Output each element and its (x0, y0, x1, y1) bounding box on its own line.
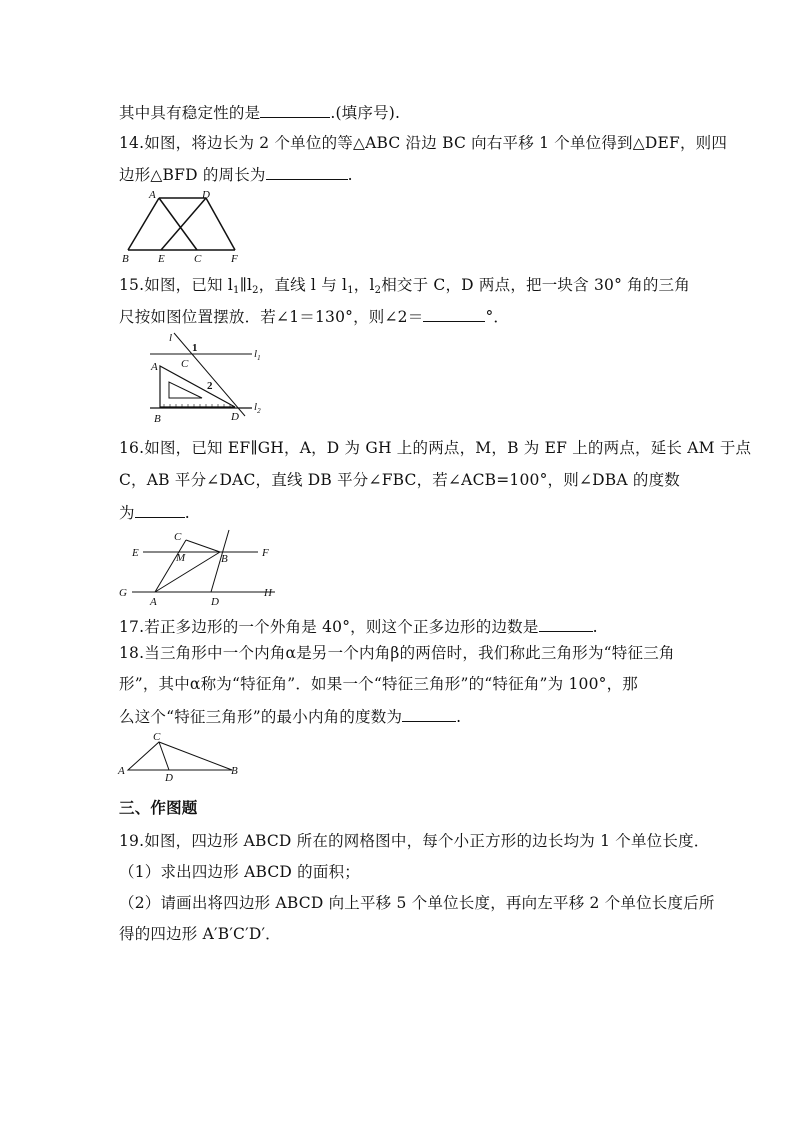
q18-label-A: A (118, 765, 125, 777)
q13-answer-blank[interactable] (260, 101, 330, 118)
q15-sub4: 2 (374, 285, 382, 296)
q18-figure (115, 730, 245, 782)
q14-line2 (119, 163, 353, 185)
q14-label-F: F (231, 253, 238, 265)
q14-label-B: B (122, 253, 129, 265)
section-title-drawing: 三、作图题 (119, 799, 198, 817)
q15-label-D: D (231, 411, 239, 423)
q14-figure (115, 188, 265, 264)
q16-label-E: E (132, 547, 139, 559)
q15-label-A: A (151, 361, 158, 373)
q15-text2: 尺按如图位置摆放．若∠1＝130°，则∠2＝ (119, 308, 424, 326)
q19-line1: 19.如图，四边形 ABCD 所在的网格图中，每个小正方形的边长均为 1 个单位长度． (119, 832, 710, 850)
q19-part2-line2: 得的四边形 A′B′C′D′． (119, 925, 281, 943)
q13-suffix: .(填序号). (330, 104, 401, 122)
q16-label-F: F (262, 547, 269, 559)
q15-text-b: ∥l (239, 276, 253, 294)
q15-label-1: 1 (192, 342, 198, 354)
q16-line1: 16.如图，已知 EF∥GH，A，D 为 GH 上的两点，M，B 为 EF 上的两点，延长 AM 于点 (119, 439, 752, 457)
q15-sub1: 1 (233, 285, 240, 296)
q17-line (119, 615, 598, 637)
q14-edge-DF (206, 198, 235, 250)
q18-answer-blank[interactable] (402, 705, 456, 722)
q18-text3: 么这个“特征三角形”的最小内角的度数为 (119, 708, 403, 726)
q14-answer-blank[interactable] (266, 163, 348, 180)
q14-line1: 14.如图，将边长为 2 个单位的等△ABC 沿边 BC 向右平移 1 个单位得到△DEF，则四 (119, 134, 728, 152)
q17-suffix: . (592, 618, 598, 636)
q16-label-M: M (176, 552, 186, 564)
q15-line1 (119, 275, 690, 295)
q15-label-l1: $l_1$ (254, 348, 261, 362)
q16-label-C: C (174, 531, 182, 543)
q15-label-B: B (154, 413, 161, 425)
q15-text-d: ，l (353, 276, 375, 294)
q15-set-square-inner (169, 382, 202, 398)
q14-label-E: E (158, 253, 165, 265)
q16-label-H: H (264, 587, 272, 599)
q14-label-D: D (202, 189, 210, 201)
q16-label-B: B (221, 553, 228, 565)
q14-edge-BA (128, 198, 159, 250)
q18-line2: 形”，其中α称为“特征角”．如果一个“特征三角形”的“特征角”为 100°，那 (119, 675, 638, 693)
q15-line2 (119, 305, 509, 327)
q16-suffix: . (184, 504, 190, 522)
q15-label-C: C (181, 358, 189, 370)
q15-figure (130, 330, 275, 424)
q13-text: 其中具有稳定性的是 (119, 104, 261, 122)
q14-edge-AC (159, 198, 197, 250)
q18-label-C: C (153, 731, 161, 743)
q14-label-A: A (149, 189, 156, 201)
q15-text-a: 15.如图，已知 l (119, 276, 234, 294)
q16-label-D: D (211, 596, 219, 608)
q14-label-C: C (194, 253, 202, 265)
q18-label-B: B (231, 765, 238, 777)
q15-line-l (174, 333, 245, 416)
q19-part2-line1: （2）请画出将四边形 ABCD 向上平移 5 个单位长度，再向左平移 2 个单位长度后所 (119, 894, 715, 912)
q18-triangle-ABC (128, 742, 232, 770)
q16-seg-CB (186, 540, 220, 552)
q16-seg-AC (155, 540, 186, 592)
q15-sub2: 2 (252, 285, 259, 296)
q18-line1: 18.当三角形中一个内角α是另一个内角β的两倍时，我们称此三角形为“特征三角 (119, 644, 675, 662)
q17-text: 17.若正多边形的一个外角是 40°，则这个正多边形的边数是 (119, 618, 539, 636)
q14-edge-ED (161, 198, 206, 250)
q15-sub3: 1 (347, 285, 354, 296)
q16-figure (115, 528, 275, 608)
q15-answer-blank[interactable] (423, 305, 485, 322)
q16-label-A: A (150, 596, 157, 608)
q19-part1: （1）求出四边形 ABCD 的面积； (119, 863, 360, 881)
q16-seg-AB (155, 552, 220, 592)
q15-text-c: ，直线 l 与 l (258, 276, 348, 294)
q18-suffix: . (456, 708, 462, 726)
q14-suffix: . (347, 166, 353, 184)
q15-text-e: 相交于 C，D 两点，把一块含 30° 角的三角 (381, 276, 690, 294)
q15-set-square-outer (160, 366, 235, 407)
q16-text3: 为 (119, 504, 135, 522)
q18-line3 (119, 705, 461, 727)
q16-line3 (119, 501, 190, 523)
q15-label-2: 2 (207, 380, 213, 392)
q14-text2: 边形△BFD 的周长为 (119, 166, 266, 184)
q15-label-l2: $l_2$ (254, 401, 261, 415)
q17-answer-blank[interactable] (539, 615, 593, 632)
q16-line2: C，AB 平分∠DAC，直线 DB 平分∠FBC，若∠ACB=100°，则∠DBA 的度数 (119, 471, 680, 489)
q16-label-G: G (119, 587, 127, 599)
q15-suffix: °． (485, 308, 510, 326)
q18-seg-CD (159, 742, 169, 770)
q15-label-l: l (169, 332, 173, 344)
q16-answer-blank[interactable] (135, 501, 185, 518)
q13-line (119, 101, 400, 123)
q18-label-D: D (165, 772, 173, 784)
